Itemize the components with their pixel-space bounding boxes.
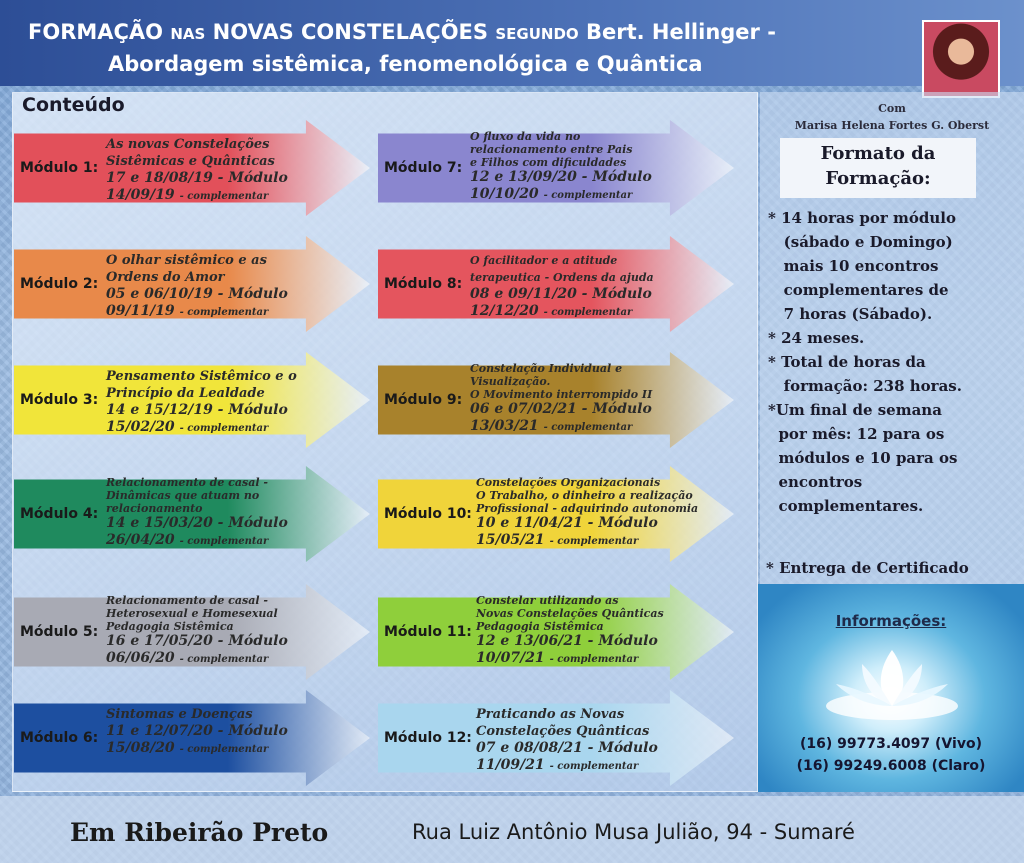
format-title-line: Formato da: [820, 143, 936, 164]
module-topic: Pedagogia Sistêmica: [476, 620, 604, 633]
module-label: Módulo 5:: [20, 624, 99, 640]
format-bullet: *Um final de semana: [768, 401, 942, 419]
format-bullet: encontros: [768, 473, 863, 491]
module-complement-suffix: - complementar: [179, 654, 269, 665]
title-name: Bert. Hellinger -: [585, 20, 776, 44]
module-label: Módulo 9:: [384, 392, 463, 408]
module-date: 07 e 08/08/21 - Módulo: [476, 740, 658, 756]
module-topic: O Trabalho, o dinheiro a realização: [476, 489, 693, 502]
module-topic: terapeutica - Ordens da ajuda: [470, 271, 654, 284]
module-complement-suffix: - complementar: [549, 536, 639, 547]
module-complement-value: 09/11/19: [106, 303, 175, 319]
module-complement-value: 15/08/20: [106, 740, 175, 756]
module-text: [470, 362, 652, 436]
module-topic: O Movimento interrompido II: [470, 388, 653, 401]
module-complement-value: 15/02/20: [106, 419, 175, 435]
footer-city: Em Ribeirão Preto: [70, 818, 329, 847]
module-complement-date: [476, 532, 698, 550]
module-complement-suffix: - complementar: [549, 654, 639, 665]
format-bullet: complementares.: [768, 497, 924, 515]
module-topic: Constelação Individual e: [470, 362, 623, 375]
format-bullet: mais 10 encontros: [768, 257, 939, 275]
com-label: Com: [878, 102, 906, 115]
format-bullet: * 24 meses.: [768, 329, 865, 347]
module-complement-date: [106, 650, 288, 668]
module-topic: Profissional - adquirindo autonomia: [476, 502, 699, 515]
module-text: [106, 252, 288, 321]
title-word: NAS: [170, 25, 206, 43]
module-date: 11 e 12/07/20 - Módulo: [106, 723, 288, 739]
module-text: [470, 130, 652, 204]
module-label: Módulo 6:: [20, 730, 99, 746]
module-topic: Constelações Organizacionais: [476, 476, 661, 489]
module-complement-date: [470, 186, 652, 204]
module-topic: Dinâmicas que atuam no: [106, 489, 260, 502]
module-text: [476, 706, 658, 775]
module-topic: O facilitador e a atitude: [470, 254, 618, 267]
format-bullet: 7 horas (Sábado).: [768, 305, 933, 323]
module-label: Módulo 1:: [20, 160, 99, 176]
module-topic: Praticando as Novas: [476, 707, 625, 722]
module-complement-date: [470, 303, 654, 321]
instructor-photo: [922, 20, 1000, 98]
info-title: Informações:: [835, 612, 947, 630]
module-date: 14 e 15/03/20 - Módulo: [106, 515, 288, 531]
format-title-line: Formação:: [825, 168, 931, 189]
module-topic: O olhar sistêmico e as: [106, 253, 267, 268]
module-label: Módulo 3:: [20, 392, 99, 408]
module-topic: Heterosexual e Homesexual: [106, 607, 278, 620]
instructor-name: Marisa Helena Fortes G. Oberst: [794, 119, 990, 132]
module-complement-suffix: - complementar: [179, 423, 269, 434]
module-complement-suffix: - complementar: [543, 190, 633, 201]
instructor-credit: [760, 100, 1024, 134]
module-complement-date: [106, 740, 288, 758]
module-text: [106, 368, 297, 437]
module-complement-value: 26/04/20: [106, 532, 175, 548]
module-complement-date: [106, 187, 288, 205]
module-complement-date: [106, 303, 288, 321]
module-topic: e Filhos com dificuldades: [470, 156, 627, 169]
module-date: 12 e 13/09/20 - Módulo: [470, 169, 652, 185]
module-text: [476, 476, 698, 550]
module-date: 16 e 17/05/20 - Módulo: [106, 633, 288, 649]
certificate-note: * Entrega de Certificado: [766, 559, 969, 577]
module-date: 05 e 06/10/19 - Módulo: [106, 286, 288, 302]
module-complement-suffix: - complementar: [179, 191, 269, 202]
module-label: Módulo 10:: [384, 506, 472, 522]
module-text: [106, 476, 288, 550]
module-topic: Ordens do Amor: [106, 270, 225, 285]
module-complement-value: 13/03/21: [470, 418, 539, 434]
title-word: FORMAÇÃO: [28, 20, 164, 44]
page-subtitle: Abordagem sistêmica, fenomenológica e Quântica: [108, 52, 703, 76]
page-title: [28, 20, 776, 44]
phone-claro[interactable]: (16) 99249.6008 (Claro): [796, 758, 986, 774]
module-text: [470, 252, 654, 321]
module-complement-date: [106, 419, 297, 437]
module-label: Módulo 8:: [384, 276, 463, 292]
module-text: [106, 706, 288, 758]
module-date: 12 e 13/06/21 - Módulo: [476, 633, 658, 649]
module-text: [106, 594, 288, 668]
module-complement-suffix: - complementar: [543, 307, 633, 318]
module-complement-value: 06/06/20: [106, 650, 175, 666]
module-date: 06 e 07/02/21 - Módulo: [470, 401, 652, 417]
module-topic: Relacionamento de casal -: [106, 476, 268, 489]
footer-address: Rua Luiz Antônio Musa Julião, 94 - Sumaré: [412, 820, 855, 844]
module-text: [106, 136, 288, 205]
module-complement-date: [106, 532, 288, 550]
format-title: [780, 141, 976, 191]
module-complement-suffix: - complementar: [179, 307, 269, 318]
module-topic: Sistêmicas e Quânticas: [106, 154, 275, 169]
module-topic: O fluxo da vida no: [470, 130, 581, 143]
module-topic: Novas Constelações Quânticas: [476, 607, 664, 620]
module-label: Módulo 11:: [384, 624, 472, 640]
lotus-icon: [822, 640, 962, 726]
module-topic: Pensamento Sistêmico e o: [106, 369, 297, 384]
module-complement-suffix: - complementar: [549, 761, 639, 772]
module-label: Módulo 4:: [20, 506, 99, 522]
module-complement-suffix: - complementar: [179, 744, 269, 755]
format-bullet: * Total de horas da: [768, 353, 926, 371]
module-topic: relacionamento: [106, 502, 203, 515]
module-topic: Relacionamento de casal -: [106, 594, 268, 607]
module-topic: Sintomas e Doenças: [106, 707, 253, 722]
module-topic: relacionamento entre Pais: [470, 143, 633, 156]
content-title: Conteúdo: [22, 94, 125, 116]
module-complement-value: 14/09/19: [106, 187, 175, 203]
format-bullet: por mês: 12 para os: [768, 425, 945, 443]
module-complement-date: [476, 650, 664, 668]
module-complement-value: 15/05/21: [476, 532, 545, 548]
module-date: 08 e 09/11/20 - Módulo: [470, 286, 652, 302]
module-complement-value: 10/07/21: [476, 650, 545, 666]
module-topic: As novas Constelações: [106, 137, 270, 152]
module-complement-date: [476, 757, 658, 775]
module-complement-suffix: - complementar: [543, 422, 633, 433]
module-complement-value: 11/09/21: [476, 757, 545, 773]
module-topic: Constelações Quânticas: [476, 724, 650, 739]
module-date: 10 e 11/04/21 - Módulo: [476, 515, 658, 531]
module-date: 14 e 15/12/19 - Módulo: [106, 402, 288, 418]
title-word: NOVAS CONSTELAÇÕES: [212, 20, 489, 44]
module-text: [476, 594, 664, 668]
module-date: 17 e 18/08/19 - Módulo: [106, 170, 288, 186]
phone-vivo[interactable]: (16) 99773.4097 (Vivo): [800, 736, 982, 752]
title-word: SEGUNDO: [495, 25, 579, 43]
module-topic: Constelar utilizando as: [476, 594, 619, 607]
module-complement-value: 12/12/20: [470, 303, 539, 319]
format-bullet: módulos e 10 para os: [768, 449, 958, 467]
module-complement-date: [470, 418, 652, 436]
module-label: Módulo 2:: [20, 276, 99, 292]
format-bullet: (sábado e Domingo): [768, 233, 953, 251]
format-bullet: * 14 horas por módulo: [768, 209, 956, 227]
module-topic: Pedagogia Sistêmica: [106, 620, 234, 633]
module-complement-value: 10/10/20: [470, 186, 539, 202]
format-bullet: complementares de: [768, 281, 949, 299]
module-complement-suffix: - complementar: [179, 536, 269, 547]
module-label: Módulo 12:: [384, 730, 472, 746]
module-topic: Visualização.: [470, 375, 551, 388]
module-topic: Princípio da Lealdade: [106, 386, 265, 401]
format-bullet: formação: 238 horas.: [768, 377, 962, 395]
module-label: Módulo 7:: [384, 160, 463, 176]
